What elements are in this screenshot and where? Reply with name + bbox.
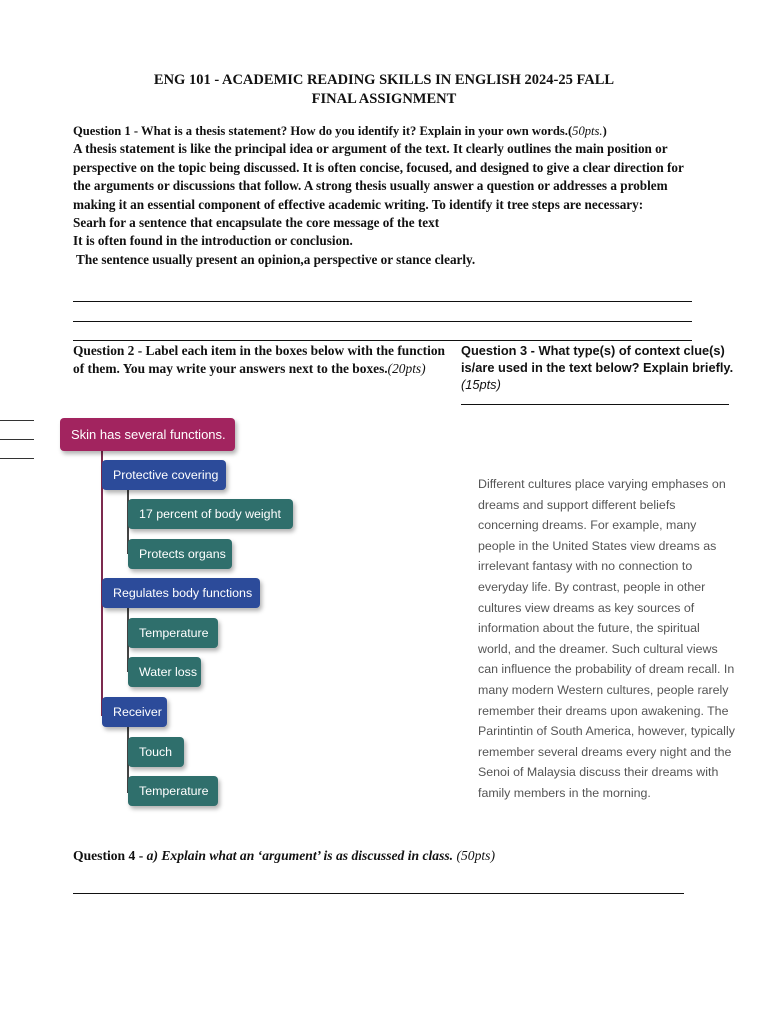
question-1-step-1[interactable]: Searh for a sentence that encapsulate the core message of the text: [73, 215, 440, 231]
diagram-leaf-temperature[interactable]: Temperature: [128, 618, 218, 648]
diagram-leaf-water-loss[interactable]: Water loss: [128, 657, 201, 687]
diagram-group-protective-covering[interactable]: Protective covering: [102, 460, 226, 490]
question-4-points: (50pts): [456, 848, 495, 863]
diagram-group-regulates-body-functions[interactable]: Regulates body functions: [102, 578, 260, 608]
diagram-leaf-body-weight[interactable]: 17 percent of body weight: [128, 499, 293, 529]
diagram-group-receiver[interactable]: Receiver: [102, 697, 167, 727]
answer-blank[interactable]: [0, 439, 34, 440]
question-4-prompt: Question 4 - a) Explain what an ‘argument’ is as discussed in class. (50pts): [73, 848, 495, 863]
question-2-prompt: Question 2 - Label each item in the boxes below with the function of them. You may write your answers next to the boxes.(20pts): [73, 343, 445, 377]
diagram-leaf-temperature[interactable]: Temperature: [128, 776, 218, 806]
answer-line[interactable]: [73, 301, 692, 302]
question-1-answer[interactable]: A thesis statement is like the principal idea or argument of the text. It clearly outlines the main position or perspective on the topic being discussed. It is often concise, focused, and designed to give a clear direction for the arguments or discussions that follow. A strong thesis usually answer a question or addresses a problem making it an essential component of effective academic writing. To identify it tree steps are necessary:: [73, 141, 684, 212]
reading-passage: Different cultures place varying emphases on dreams and support different beliefs concerning dreams. For example, many people in the United States view dreams as irrelevant fantasy with no connection to everyday life. By contrast, people in other cultures view dreams as key sources of information about the future, the spiritual world, and the dreamer. Such cultural views can influence the probability of dream recall. In many modern Western cultures, people rarely remember their dreams upon awakening. The Parintintin of South America, however, typically remember several dreams every night and the Senoi of Malaysia discuss their dreams with family members in the morning.: [478, 477, 735, 800]
document-subtitle: FINAL ASSIGNMENT: [311, 91, 457, 107]
diagram-leaf-touch[interactable]: Touch: [128, 737, 184, 767]
question-3-points: (15pts): [461, 377, 501, 392]
answer-line[interactable]: [461, 404, 729, 405]
question-2-points: (20pts): [387, 361, 426, 377]
answer-blank[interactable]: [0, 420, 34, 421]
answer-line[interactable]: [73, 893, 684, 894]
answer-line[interactable]: [73, 321, 692, 322]
document-title: ENG 101 - ACADEMIC READING SKILLS IN ENGLISH 2024-25 FALL: [153, 72, 615, 88]
question-1-points: 50pts.: [572, 124, 603, 138]
question-1-step-3[interactable]: The sentence usually present an opinion,a perspective or stance clearly.: [73, 251, 476, 267]
diagram-root-box[interactable]: Skin has several functions.: [60, 418, 235, 451]
answer-line[interactable]: [73, 340, 692, 341]
question-3-prompt: Question 3 - What type(s) of context clue(s) is/are used in the text below? Explain briefly. (15pts): [461, 343, 734, 392]
diagram-leaf-protects-organs[interactable]: Protects organs: [128, 539, 232, 569]
answer-blank[interactable]: [0, 458, 34, 459]
question-1: [73, 122, 703, 269]
question-1-prompt: Question 1 - What is a thesis statement? How do you identify it? Explain in your own words.(50pts.): [73, 124, 607, 138]
question-1-step-2[interactable]: It is often found in the introduction or conclusion.: [73, 233, 353, 249]
